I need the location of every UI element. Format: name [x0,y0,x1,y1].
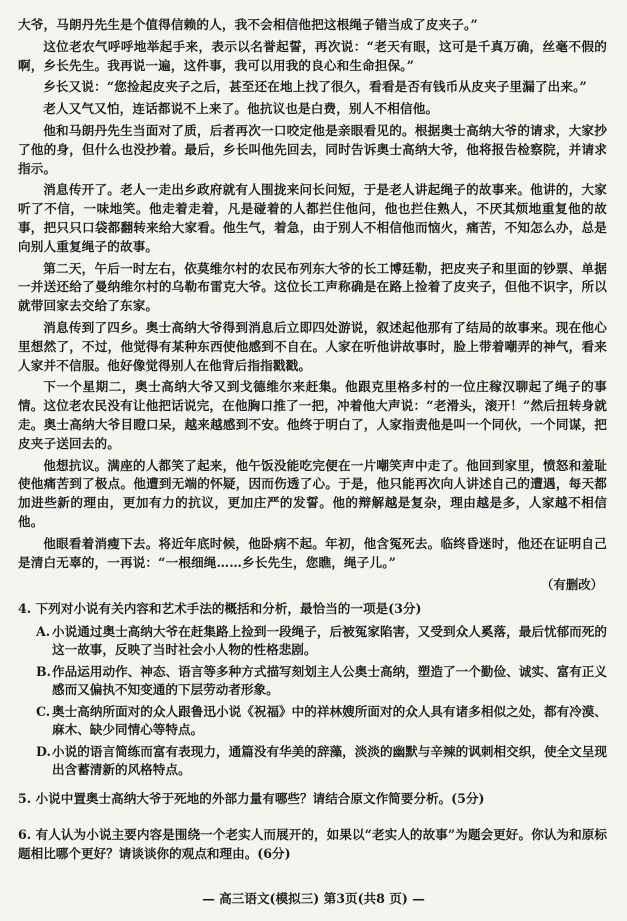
passage-paragraph: 老人又气又怕，连话都说不上来了。他抗议也是白费，别人不相信他。 [43,101,439,117]
question-4-stem: 4. 下列对小说有关内容和艺术手法的概括和分析，最恰当的一项是(3分) [18,601,422,617]
passage-paragraph: 乡长又说：“您捡起皮夹子之后，甚至还在地上找了很久，看看是否有钱币从皮夹子里漏了出来。” [43,79,587,95]
option-text: 作品运用动作、神态、语言等多种方式描写刻划主人公奥士高纳，塑造了一个勤俭、诚实、富有正义感而又偏执不知变通的下层劳动者形象。 [52,663,607,698]
passage-paragraph: 下一个星期二，奥士高纳大爷又到戈德维尔来赶集。他跟克里格多村的一位庄稼汉聊起了绳子的事情。这位老农民没有让他把话说完，在他胸口推了一把，冲着他大声说：“老滑头，滚开！”然后扭转身就走。奥士高纳大爷目瞪口呆，越来越感到不安。他终于明白了，人家指责他是叫一个同伙，一个同谋，把皮夹子送回去的。 [18,379,607,451]
option-text: 小说的语言简练而富有表现力，通篇没有华美的辞藻，淡淡的幽默与辛辣的讽刺相交织，使全文呈现出含蓄清新的风格特点。 [52,743,607,778]
option-text: 小说通过奥士高纳大爷在赶集路上捡到一段绳子，后被冤家陷害，又受到众人奚落，最后忧郁而死的这一故事，反映了当时社会小人物的性格悲剧。 [52,623,607,658]
question-4-option-a[interactable] [36,623,607,660]
passage-paragraph: 他和马朗丹先生当面对了质，后者再次一口咬定他是亲眼看见的。根据奥士高纳大爷的请求，大家抄了他的身，但什么也没抄着。最后，乡长叫他先回去，同时告诉奥士高纳大爷，他将报告检察院，并请求指示。 [18,122,607,176]
passage-paragraph: 他想抗议。满座的人都笑了起来，他午饭没能吃完便在一片嘲笑声中走了。他回到家里，愤怒和羞耻使他痛苦到了极点。他遭到无端的怀疑，因而伤透了心。于是，他只能再次向人讲述自己的遭遇，每天都加进些新的理由，更加有力的抗议，更加庄严的发誓。他的辩解越是复杂，理由越是多，人家越不相信他。 [18,457,607,529]
question-6: 6. 有人认为小说主要内容是围绕一个老实人而展开的，如果以“老实人的故事”为题会更好。你认为和原标题相比哪个更好？请谈谈你的观点和理由。(6分) [18,827,607,861]
passage-paragraph: 这位老农气呼呼地举起手来，表示以名誉起誓，再次说：“老天有眼，这可是千真万确，丝毫不假的啊，乡长先生。我再说一遍，这件事，我可以用我的良心和生命担保。” [18,38,607,73]
option-label: C. [36,703,51,719]
passage-paragraph: 第二天，午后一时左右，依莫维尔村的农民布列东大爷的长工博廷勒，把皮夹子和里面的钞票、单据一并送还给了曼纳维尔村的乌勒布雷克大爷。这位长工声称确是在路上捡着了皮夹子，但他不识字，所以就带回家去交给了东家。 [18,260,607,314]
passage-paragraph: 消息传到了四乡。奥士高纳大爷得到消息后立即四处游说，叙述起他那有了结局的故事来。现在他心里想然了，不过，他觉得有某种东西使他感到不自在。人家在听他讲故事时，脸上带着嘲弄的神气，看来人家并不信服。他好像觉得别人在他背后指指戳戳。 [18,319,607,373]
question-5: 5. 小说中置奥士高纳大爷于死地的外部力量有哪些？请结合原文作简要分析。(5分) [18,790,485,806]
option-label: D. [36,743,51,759]
question-4 [18,600,607,780]
option-text: 奥士高纳所面对的众人跟鲁迅小说《祝福》中的祥林嫂所面对的众人具有诸多相似之处，都有冷漠、麻木、缺少同情心等特点。 [52,703,607,738]
reading-passage [18,16,607,594]
option-label: B. [36,663,52,679]
question-4-option-c[interactable] [36,703,607,740]
passage-paragraph: 消息传开了。老人一走出乡政府就有人围拢来问长问短，于是老人讲起绳子的故事来。他讲的，大家听了不信，一味地笑。他走着走着，凡是碰着的人都拦住他问，他也拦住熟人，不厌其烦地重复他的故事，把只只口袋都翻转来给大家看。他生气，着急，由于别人不相信他而恼火，痛苦，不知怎么办，总是向别人重复绳子的故事。 [18,182,607,254]
passage-paragraph: 他眼看着消瘦下去。将近年底时候，他卧病不起。年初，他含冤死去。临终昏迷时，他还在证明自己是清白无辜的，一再说：“一根细绳……乡长先生，您瞧，绳子儿。” [18,535,607,570]
source-note: （有删改） [541,577,603,593]
page-footer: — 高三语文(模拟三) 第3页(共8 页) — [202,891,425,906]
question-4-option-b[interactable] [36,663,607,700]
option-label: A. [36,623,51,639]
passage-paragraph: 大爷，马朗丹先生是个值得信赖的人，我不会相信他把这根绳子错当成了皮夹子。” [18,17,478,32]
question-4-option-d[interactable] [36,743,607,780]
